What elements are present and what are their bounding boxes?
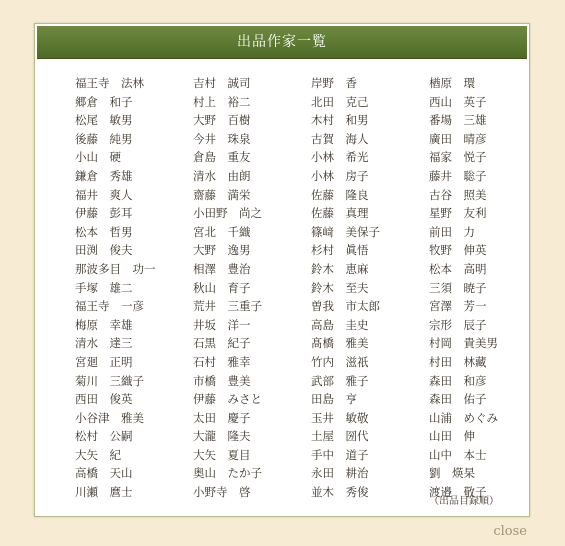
artist-name: 永田 耕治 — [311, 466, 369, 481]
artist-name: 山田 伸 — [429, 429, 475, 444]
artist-name: 松尾 敏男 — [75, 113, 133, 128]
artist-name: 宮澤 芳一 — [429, 299, 487, 314]
artist-name: 村上 裕二 — [193, 94, 251, 109]
artist-name: 後藤 純男 — [75, 131, 133, 146]
artist-name: 村岡 貴美男 — [429, 336, 498, 351]
artist-name: 田島 亨 — [311, 392, 357, 407]
artist-name: 鎌倉 秀雄 — [75, 168, 133, 183]
artist-name: 並木 秀俊 — [311, 485, 369, 500]
artist-name: 渡邉 敬子 — [429, 485, 487, 500]
artist-name: 岸野 香 — [311, 76, 357, 90]
artist-name: 那波多目 功一 — [75, 261, 156, 276]
artist-name: 星野 友利 — [429, 206, 487, 221]
artist-name: 大野 百樹 — [193, 113, 251, 128]
artist-name: 大矢 夏目 — [193, 447, 251, 462]
artist-column-4 — [429, 74, 498, 502]
artist-name: 三須 暁子 — [429, 280, 487, 295]
artist-name: 古谷 照美 — [429, 187, 487, 202]
artist-name: 倉島 重友 — [193, 150, 251, 165]
artist-name: 鈴木 恵麻 — [311, 261, 369, 276]
artist-name: 太田 慶子 — [193, 410, 251, 425]
artist-name: 山中 本士 — [429, 447, 487, 462]
artist-name: 福井 爽人 — [75, 187, 133, 202]
artist-name: 石村 雅幸 — [193, 354, 251, 369]
artist-name: 佐藤 真理 — [311, 206, 369, 221]
artist-name: 宗形 辰子 — [429, 317, 487, 332]
artist-name: 武部 雅子 — [311, 373, 369, 388]
artist-name: 相澤 豊治 — [193, 261, 251, 276]
artist-name: 森田 和彦 — [429, 373, 487, 388]
artist-name: 今井 珠泉 — [193, 131, 251, 146]
artist-name: 福王寺 法林 — [75, 76, 144, 90]
panel-title: 出品作家一覧 — [37, 26, 527, 59]
artist-name: 玉井 敏敬 — [311, 410, 369, 425]
artist-name: 村田 林藏 — [429, 354, 487, 369]
artist-name: 福家 悦子 — [429, 150, 487, 165]
artist-name: 鈴木 至夫 — [311, 280, 369, 295]
artist-name: 奥山 たか子 — [193, 466, 262, 481]
artist-name: 齋藤 満栄 — [193, 187, 251, 202]
artist-name: 秋山 育子 — [193, 280, 251, 295]
artist-name: 古賀 海人 — [311, 131, 369, 146]
artist-name: 西山 英子 — [429, 94, 487, 109]
artist-name: 番場 三雄 — [429, 113, 487, 128]
artist-name: 大野 逸男 — [193, 243, 251, 258]
artist-name: 郷倉 和子 — [75, 94, 133, 109]
artist-name: 小谷津 雅美 — [75, 410, 144, 425]
artist-name: 田渕 俊夫 — [75, 243, 133, 258]
artist-name: 杉村 眞悟 — [311, 243, 369, 258]
artist-name: 松村 公嗣 — [75, 429, 133, 444]
artist-name: 楢原 環 — [429, 76, 475, 90]
artist-name: 竹内 滋祇 — [311, 354, 369, 369]
artist-name: 牧野 伸英 — [429, 243, 487, 258]
artist-name: 廣田 晴彦 — [429, 131, 487, 146]
artist-name: 劉 煐杲 — [429, 466, 475, 481]
artist-column-3 — [311, 74, 380, 502]
artist-name: 大矢 紀 — [75, 447, 121, 462]
artist-name: 北田 克己 — [311, 94, 369, 109]
artist-name: 菊川 三織子 — [75, 373, 144, 388]
artist-name: 伊藤 彭耳 — [75, 206, 133, 221]
artist-name: 手塚 雄二 — [75, 280, 133, 295]
artist-name: 松本 哲男 — [75, 224, 133, 239]
artist-name: 小林 房子 — [311, 168, 369, 183]
artist-name: 高島 圭史 — [311, 317, 369, 332]
artist-list-panel — [34, 23, 530, 517]
artist-name: 宮北 千織 — [193, 224, 251, 239]
artist-name: 前田 力 — [429, 224, 475, 239]
artist-name: 井坂 洋一 — [193, 317, 251, 332]
artist-name: 荒井 三重子 — [193, 299, 262, 314]
artist-name: 篠﨑 美保子 — [311, 224, 380, 239]
artist-name: 佐藤 隆良 — [311, 187, 369, 202]
artist-name: 清水 由朗 — [193, 168, 251, 183]
artist-name: 曽我 市太郎 — [311, 299, 380, 314]
artist-name: 大瀧 隆夫 — [193, 429, 251, 444]
artist-name: 宮廻 正明 — [75, 354, 133, 369]
artist-name: 松本 高明 — [429, 261, 487, 276]
artist-name: 手中 道子 — [311, 447, 369, 462]
artist-name: 高橋 天山 — [75, 466, 133, 481]
artist-name: 木村 和男 — [311, 113, 369, 128]
catalog-order-note: （出品目録順） — [429, 496, 499, 507]
artist-name: 川瀬 麿士 — [75, 485, 133, 500]
artist-name: 髙橋 雅美 — [311, 336, 369, 351]
artist-name: 西田 俊英 — [75, 392, 133, 407]
artist-name: 山浦 めぐみ — [429, 410, 498, 425]
artist-name: 梅原 幸雄 — [75, 317, 133, 332]
artist-name: 土屋 圀代 — [311, 429, 369, 444]
artist-name: 市橋 豊美 — [193, 373, 251, 388]
artist-name: 藤井 聡子 — [429, 168, 487, 183]
artist-column-2 — [193, 74, 262, 502]
artist-name: 小田野 尚之 — [193, 206, 262, 221]
artist-name: 石黒 紀子 — [193, 336, 251, 351]
artist-name: 伊藤 みさと — [193, 392, 262, 407]
artist-name: 小山 硬 — [75, 150, 121, 165]
artist-name: 清水 達三 — [75, 336, 133, 351]
artist-name: 福王寺 一彦 — [75, 299, 144, 314]
artist-name: 吉村 誠司 — [193, 76, 251, 90]
artist-name: 森田 佑子 — [429, 392, 487, 407]
artist-name: 小野寺 啓 — [193, 485, 251, 500]
close-link[interactable]: close — [493, 524, 527, 539]
artist-name: 小林 希光 — [311, 150, 369, 165]
artist-column-1 — [75, 74, 156, 502]
